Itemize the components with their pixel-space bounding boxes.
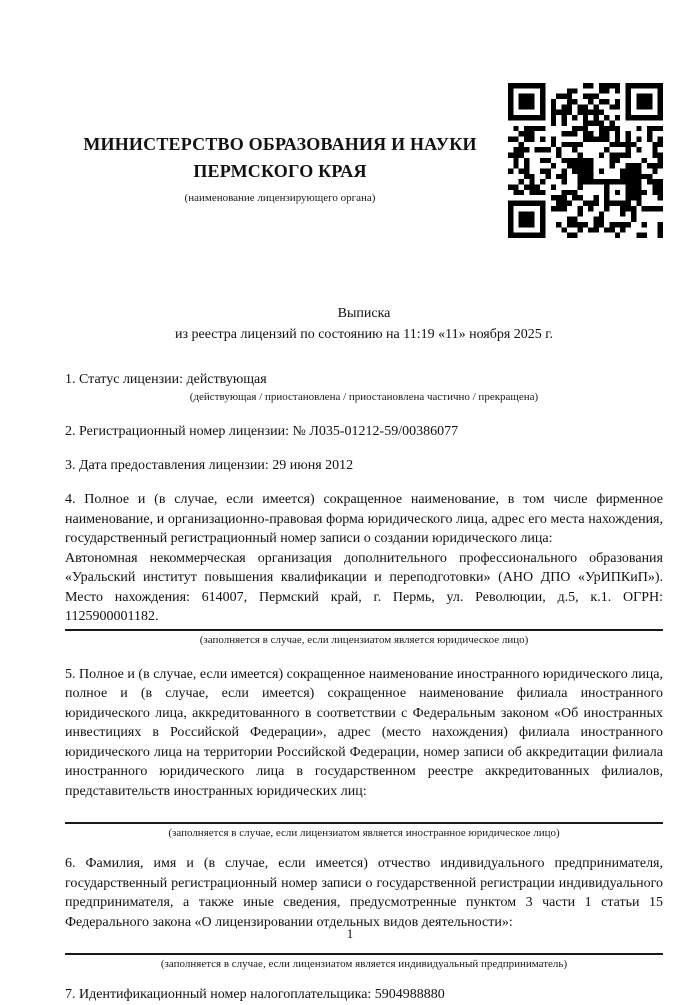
license-status-options-caption: (действующая / приостановлена / приостановлена частично / прекращена) — [189, 391, 539, 403]
qr-code-icon — [508, 83, 663, 238]
document-title — [65, 303, 663, 345]
fill-line-rule — [65, 822, 663, 824]
foreign-entity-rule-caption: (заполняется в случае, если лицензиатом является иностранное юридическое лицо) — [168, 827, 560, 839]
item-6-individual-entrepreneur — [65, 854, 663, 971]
entrepreneur-label: 6. Фамилия, имя и (в случае, если имеется) отчество индивидуального предпринимателя, государственный регистрационный номер записи о государственной регистрации индивидуального предпринимателя, а также иные сведения, предусмотренные пунктом 3 части 1 статьи 15 Федерального закона «О лицензировании отдельных видов деятельности»: — [65, 856, 663, 930]
fill-line-rule — [65, 953, 663, 955]
licensing-authority-name — [65, 131, 495, 185]
ministry-name-line2: ПЕРМСКОГО КРАЯ — [193, 161, 367, 181]
title-line1: Выписка — [337, 306, 391, 321]
item-5-foreign-entity — [65, 665, 663, 841]
entrepreneur-rule-caption: (заполняется в случае, если лицензиатом является индивидуальный предприниматель) — [160, 958, 568, 970]
fill-line-rule — [65, 629, 663, 631]
item-7-taxpayer-number — [65, 985, 663, 1005]
grant-date-text: 3. Дата предоставления лицензии: 29 июня 2012 — [65, 458, 354, 473]
page-number: 1 — [346, 926, 354, 941]
legal-entity-value: Автономная некоммерческая организация дополнительного профессионального образования «Уральский институт повышения квалификации и переподготовки» (АНО ДПО «УрИПКиП»). Место нахождения: 614007, Пермский край, г. Пермь, ул. Революции, д.5, к.1. ОГРН: 1125900001182. — [65, 550, 663, 624]
license-status-text: 1. Статус лицензии: действующая — [65, 372, 267, 387]
legal-entity-label: 4. Полное и (в случае, если имеется) сокращенное наименование, в том числе фирменное наименование, и организационно-правовая форма юридического лица, адрес его места нахождения, государственный регистрационный номер записи о создании юридического лица: — [65, 492, 663, 546]
foreign-entity-label: 5. Полное и (в случае, если имеется) сокращенное наименование иностранного юридического лица, полное и (в случае, если имеется) сокращенное наименование филиала иностранного юридического лица, аккредитованного в соответствии с Федеральным законом «Об иностранных инвестициях в Российской Федерации», адрес (место нахождения) филиала иностранного юридического лица на территории Российской Федерации, номер записи об аккредитации филиала иностранного юридического лица в государственном реестре аккредитованных филиалов, представительств иностранных юридических лиц: — [65, 666, 663, 799]
empty-fill-space — [65, 801, 663, 820]
title-line2: из реестра лицензий по состоянию на 11:19 «11» ноября 2025 г. — [175, 327, 553, 342]
item-1-license-status — [65, 370, 663, 404]
item-4-legal-entity — [65, 490, 663, 647]
registration-number-text: 2. Регистрационный номер лицензии: № Л035-01212-59/00386077 — [65, 424, 459, 439]
item-2-registration-number — [65, 422, 663, 442]
taxpayer-number-text: 7. Идентификационный номер налогоплательщика: 5904988880 — [65, 987, 445, 1002]
document-body — [65, 370, 663, 1005]
licensing-authority-caption: (наименование лицензирующего органа) — [184, 192, 376, 204]
ministry-name-line1: МИНИСТЕРСТВО ОБРАЗОВАНИЯ И НАУКИ — [83, 134, 477, 154]
item-3-grant-date — [65, 456, 663, 476]
legal-entity-rule-caption: (заполняется в случае, если лицензиатом является юридическое лицо) — [199, 633, 529, 646]
document-header — [65, 0, 495, 205]
